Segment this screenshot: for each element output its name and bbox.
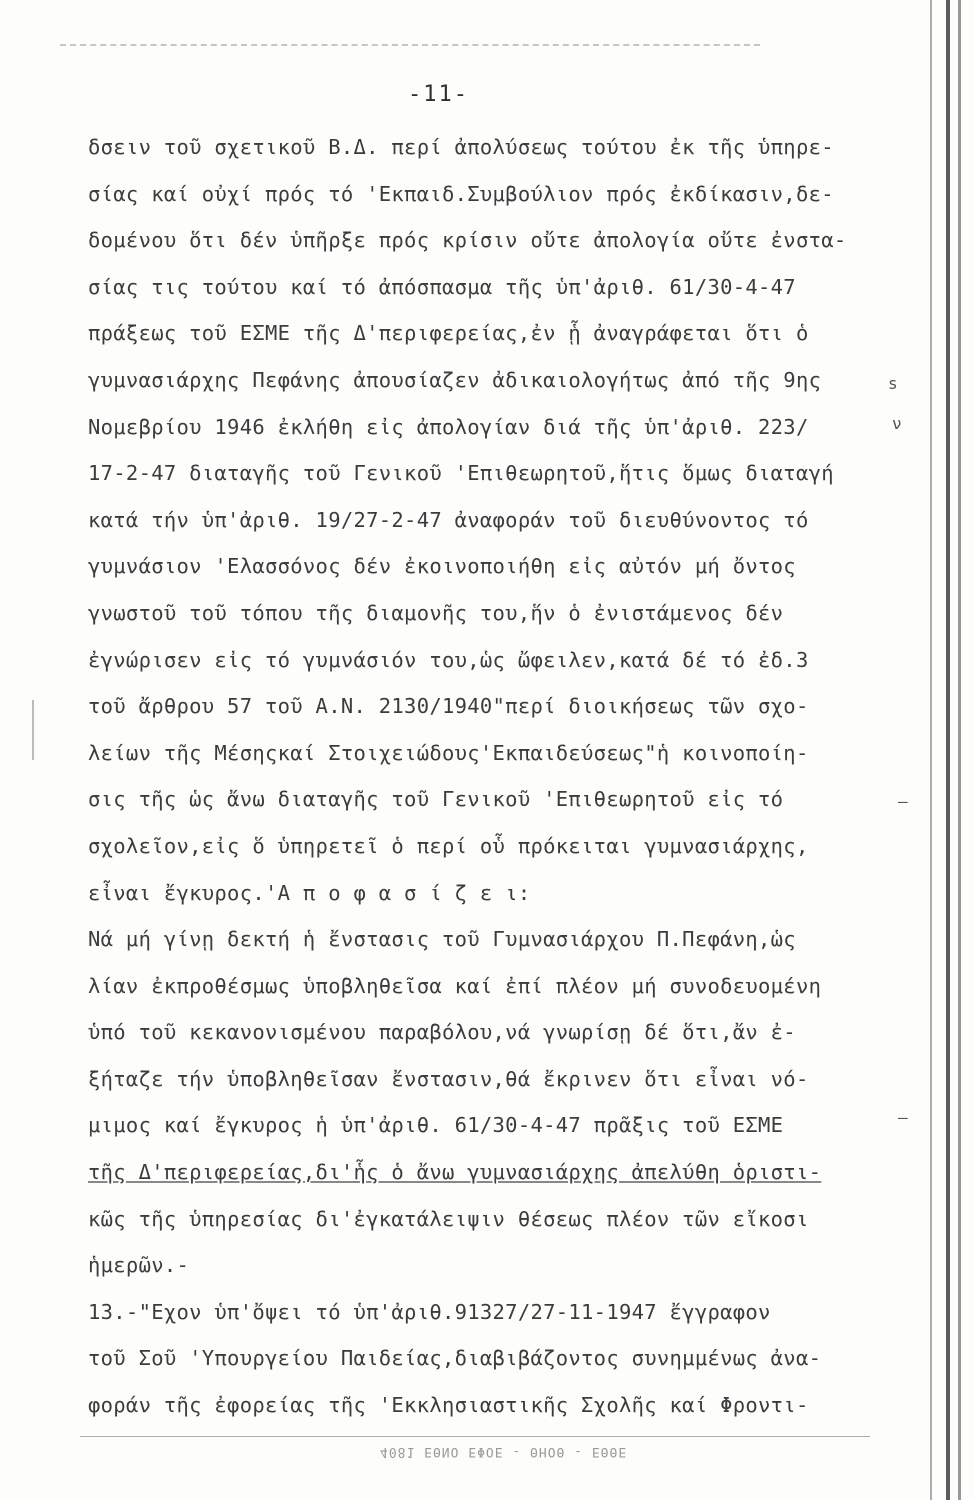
typed-body-text [88, 124, 888, 1429]
binding-edge-line [930, 0, 932, 1500]
text-line: τοῦ ἄρθρου 57 τοῦ Α.Ν. 2130/1940"περί διοικήσεως τῶν σχο- [88, 694, 809, 719]
text-line: λίαν ἐκπροθέσμως ὑποβληθεῖσα καί ἐπί πλέον μή συνοδευομένη [88, 973, 822, 998]
margin-mark: s [888, 374, 898, 393]
text-line: τοῦ Σοῦ 'Υπουργείου Παιδείας,διαβιβάζοντος συνημμένως ἀνα- [88, 1346, 822, 1371]
text-line: 17-2-47 διαταγῆς τοῦ Γενικοῦ 'Επιθεωρητοῦ,ἥτις ὅμως διαταγή [88, 461, 834, 486]
text-line: γνωστοῦ τοῦ τόπου τῆς διαμονῆς του,ἥν ὁ ἐνιστάμενος δέν [88, 600, 784, 625]
binding-edge-line [946, 0, 950, 1500]
text-line: Νά μή γίνῃ δεκτή ἡ ἔνστασις τοῦ Γυμνασιάρχου Π.Πεφάνη,ὡς [88, 927, 796, 952]
text-line: Νομεβρίου 1946 ἐκλήθη εἰς ἀπολογίαν διά τῆς ὑπ'ἀριθ. 223/ [88, 414, 809, 439]
text-line: δομένου ὅτι δέν ὑπῆρξε πρός κρίσιν οὔτε ἀπολογία οὔτε ἐνστα- [88, 228, 847, 253]
page-number: -11- [408, 82, 469, 107]
margin-mark: ν [892, 414, 902, 433]
item-13-line: 13.-"Εχον ὑπ'ὄψει τό ὑπ'ἀριθ.91327/27-11-1947 ἔγγραφον [88, 1299, 771, 1324]
scan-speck [32, 700, 34, 760]
text-line: σίας καί οὐχί πρός τό 'Εκπαιδ.Συμβούλιον πρός ἐκδίκασιν,δε- [88, 181, 834, 206]
margin-mark: — [898, 792, 908, 811]
text-line: λείων τῆς Μέσηςκαί Στοιχειώδους'Εκπαιδεύσεως"ἡ κοινοποίη- [88, 740, 809, 765]
text-line: γυμνάσιον 'Ελασσόνος δέν ἐκοινοποιήθη εἰς αὐτόν μή ὄντος [88, 554, 796, 579]
text-line: κῶς τῆς ὑπηρεσίας δι'ἐγκατάλειψιν θέσεως πλέον τῶν εἴκοσι [88, 1206, 809, 1231]
text-line: ὑπό τοῦ κεκανονισμένου παραβόλου,νά γνωρίσῃ δέ ὅτι,ἄν ἐ- [88, 1020, 796, 1045]
text-line: πράξεως τοῦ ΕΣΜΕ τῆς Δ'περιφερείας,ἐν ᾗ ἀναγράφεται ὅτι ὁ [88, 321, 809, 346]
decision-heading-line: εἶναι ἔγκυρος.'Α π ο φ α σ ί ζ ε ι: [88, 880, 531, 905]
text-line: τῆς Δ'περιφερείας,δι'ἧς ὁ ἄνω γυμνασιάρχης ἀπελύθη ὁριστι- [88, 1160, 822, 1185]
top-rule [60, 44, 760, 46]
text-line: σχολεῖον,εἰς ὅ ὑπηρετεῖ ὁ περί οὗ πρόκειται γυμνασιάρχης, [88, 833, 809, 858]
text-line: φοράν τῆς ἐφορείας τῆς 'Εκκλησιαστικῆς Σχολῆς καί Φροντι- [88, 1393, 809, 1418]
footer-stamp: 4081 ΕΘΝΟ ΕΦΟΕ - ΘΗΟΘ - ΕΘΘΕ [380, 1444, 628, 1459]
text-line: ξήταζε τήν ὑποβληθεῖσαν ἔνστασιν,θά ἔκρινεν ὅτι εἶναι νό- [88, 1066, 809, 1091]
text-line: σις τῆς ὡς ἄνω διαταγῆς τοῦ Γενικοῦ 'Επιθεωρητοῦ εἰς τό [88, 787, 784, 812]
text-line: γυμνασιάρχης Πεφάνης ἀπουσίαζεν ἀδικαιολογήτως ἀπό τῆς 9ης [88, 367, 822, 392]
text-line: σίας τις τούτου καί τό ἀπόσπασμα τῆς ὑπ'ἀριθ. 61/30-4-47 [88, 274, 796, 299]
text-line: ἐγνώρισεν εἰς τό γυμνάσιόν του,ὡς ὤφειλεν,κατά δέ τό ἐδ.3 [88, 647, 809, 672]
text-line: μιμος καί ἔγκυρος ἡ ὑπ'ἀριθ. 61/30-4-47 πρᾶξις τοῦ ΕΣΜΕ [88, 1113, 784, 1138]
text-line: δσειν τοῦ σχετικοῦ Β.Δ. περί ἀπολύσεως τούτου ἐκ τῆς ὑπηρε- [88, 135, 834, 159]
text-line: κατά τήν ὑπ'ἀριθ. 19/27-2-47 ἀναφοράν τοῦ διευθύνοντος τό [88, 507, 809, 532]
binding-edge-line [958, 0, 961, 1500]
bottom-rule [80, 1436, 870, 1437]
text-line: ἡμερῶν.- [88, 1253, 190, 1278]
margin-mark: — [898, 1108, 908, 1127]
